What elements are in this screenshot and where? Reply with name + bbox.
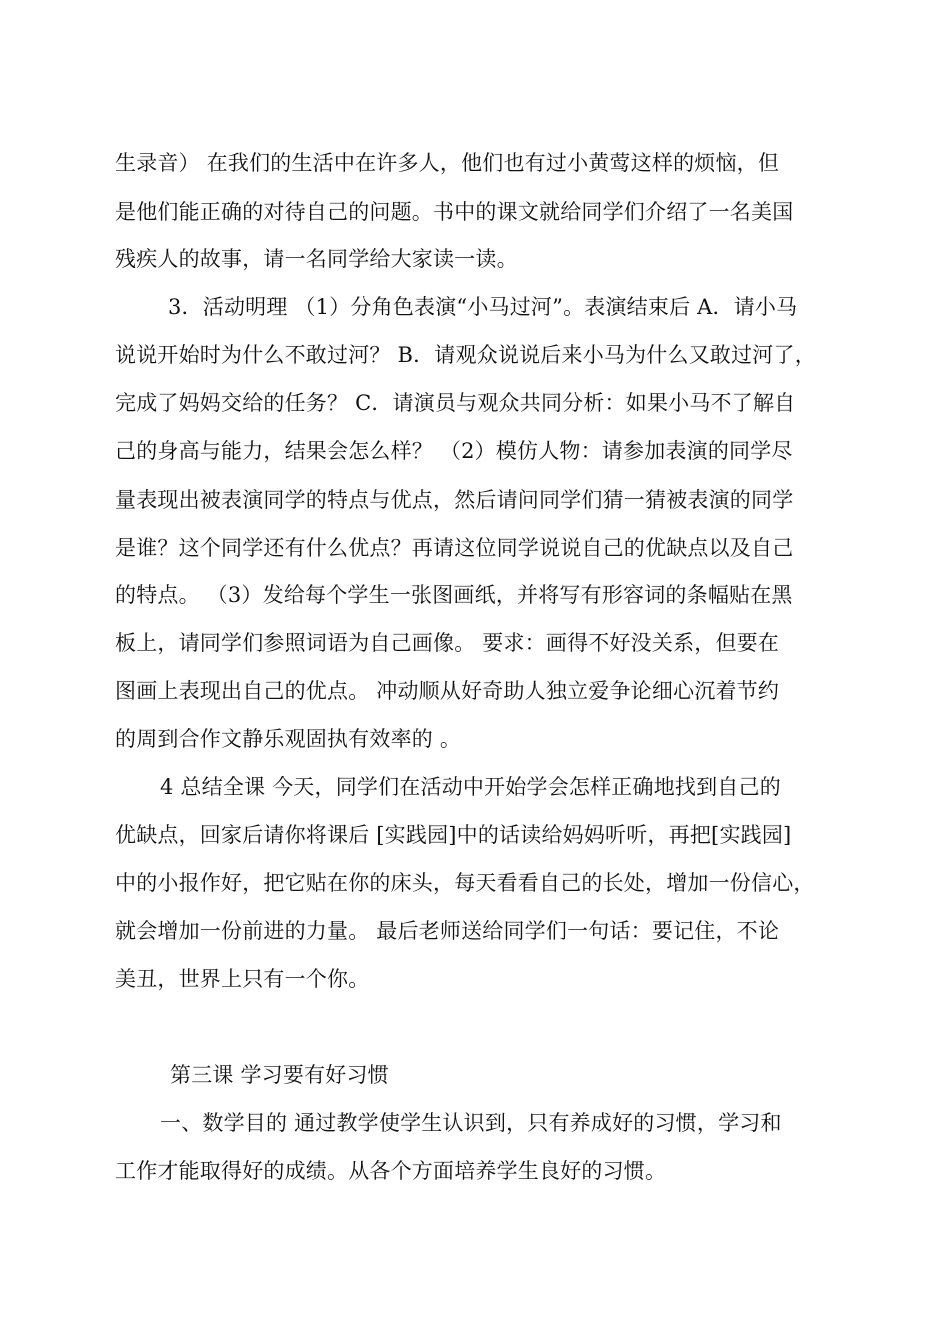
paragraph-line: 3．活动明理 （1）分角色表演“小马过河”。表演结束后 A．请小马	[168, 295, 798, 319]
paragraph-line: 板上，请同学们参照词语为自己画像。 要求：画得不好没关系，但要在	[115, 631, 780, 655]
paragraph-line: 的特点。 （3）发给每个学生一张图画纸，并将写有形容词的条幅贴在黑	[115, 583, 793, 607]
paragraph-line: 图画上表现出自己的优点。 冲动顺从好奇助人独立爱争论细心沉着节约	[115, 679, 780, 703]
paragraph-line: 工作才能取得好的成绩。从各个方面培养学生良好的习惯。	[115, 1159, 667, 1183]
paragraph-line: 4 总结全课 今天，同学们在活动中开始学会怎样正确地找到自己的	[160, 775, 781, 799]
paragraph-line: 优缺点，回家后请你将课后 [实践园]中的话读给妈妈听听，再把[实践园]	[115, 823, 792, 847]
paragraph-line: 美丑，世界上只有一个你。	[115, 967, 370, 991]
paragraph-line: 说说开始时为什么不敢过河？ B．请观众说说后来小马为什么又敢过河了，	[115, 343, 816, 367]
paragraph-line: 是谁？这个同学还有什么优点？再请这位同学说说自己的优缺点以及自己	[115, 536, 794, 560]
paragraph-line: 一、数学目的 通过教学使学生认识到，只有养成好的习惯，学习和	[160, 1111, 782, 1135]
paragraph-line: 就会增加一份前进的力量。 最后老师送给同学们一句话：要记住，不论	[115, 919, 780, 943]
paragraph-line: 是他们能正确的对待自己的问题。书中的课文就给同学们介绍了一名美国	[115, 200, 794, 224]
paragraph-line: 中的小报作好，把它贴在你的床头，每天看看自己的长处，增加一份信心，	[115, 871, 815, 895]
paragraph-line: 残疾人的故事，请一名同学给大家读一读。	[115, 247, 518, 271]
paragraph-line: 己的身高与能力，结果会怎么样？ （2）模仿人物：请参加表演的同学尽	[115, 439, 793, 463]
paragraph-line: 的周到合作文静乐观固执有效率的 。	[115, 727, 462, 751]
paragraph-line: 生录音） 在我们的生活中在许多人，他们也有过小黄莺这样的烦恼，但	[115, 151, 780, 175]
paragraph-line: 量表现出被表演同学的特点与优点，然后请问同学们猜一猜被表演的同学	[115, 488, 794, 512]
paragraph-line: 完成了妈妈交给的任务？ C．请演员与观众共同分析：如果小马不了解自	[115, 391, 796, 415]
section-heading: 第三课 学习要有好习惯	[170, 1063, 389, 1087]
